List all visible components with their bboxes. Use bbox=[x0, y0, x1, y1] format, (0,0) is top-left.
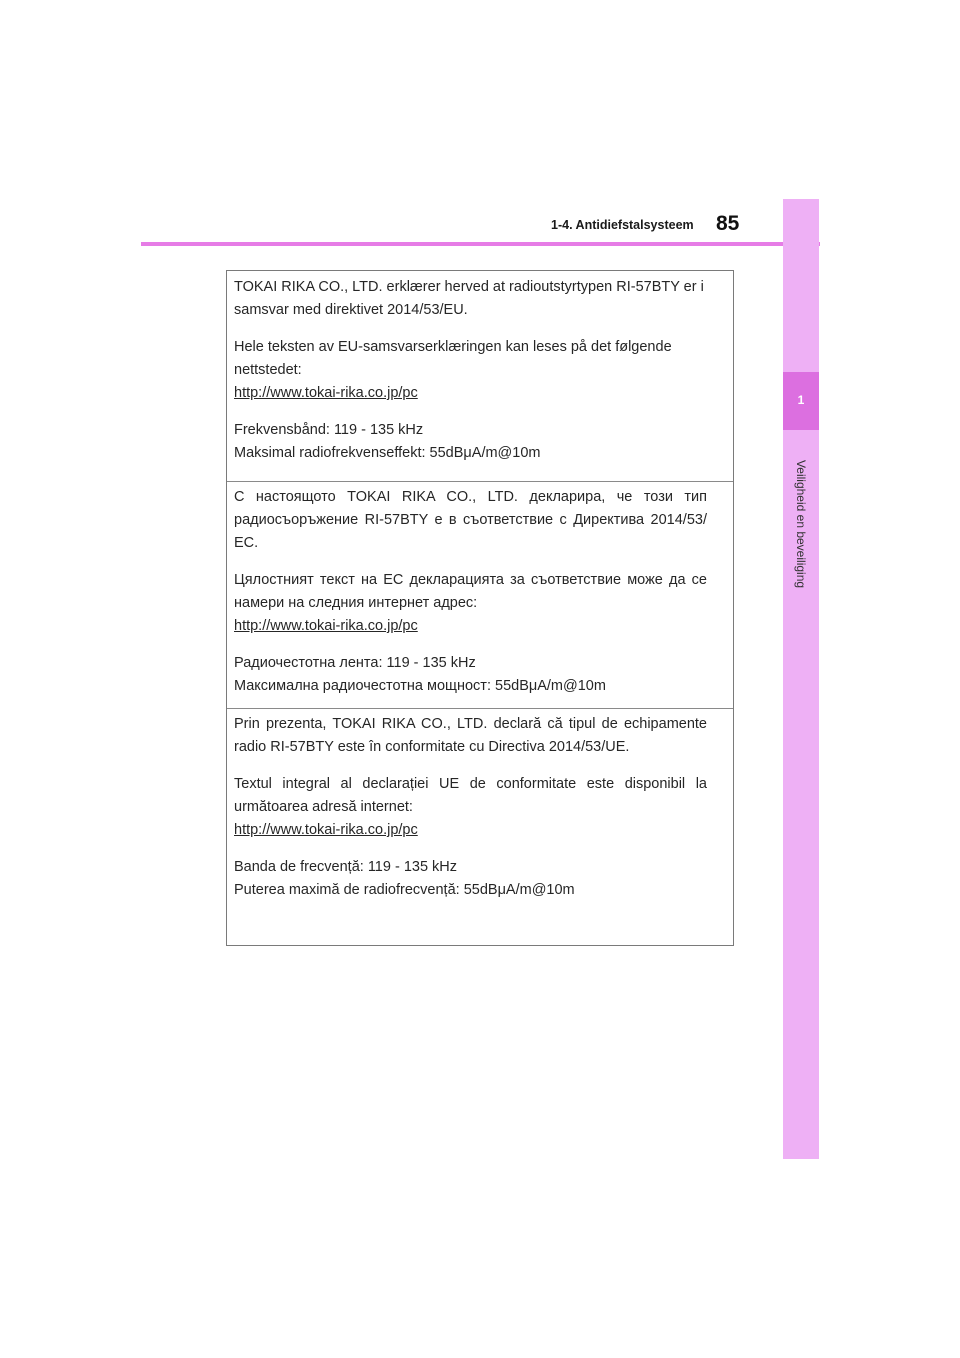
chapter-label: Veiligheid en beveiliging bbox=[794, 459, 808, 589]
declaration-url-link[interactable]: http://www.tokai-rika.co.jp/pc bbox=[234, 618, 418, 634]
declaration-bulgarian bbox=[227, 483, 733, 709]
declaration-power: Максимална радиочестотна мощност: 55dBμA/m@10m bbox=[234, 678, 606, 694]
section-title: 1-4. Antidiefstalsysteem bbox=[551, 218, 694, 232]
declaration-availability: Hele teksten av EU-samsvarserklæringen kan leses på det følgende nettstedet: bbox=[234, 339, 672, 378]
declaration-availability: Цялостният текст на ЕС декларацията за съответствие може да се намери на следния интернет адрес: bbox=[234, 572, 707, 611]
declaration-url-link[interactable]: http://www.tokai-rika.co.jp/pc bbox=[234, 822, 418, 838]
declaration-romanian bbox=[227, 710, 733, 944]
declaration-statement: С настоящото TOKAI RIKA CO., LTD. декларира, че този тип радиосъоръжение RI-57BTY е в съответствие с Директива 2014/53/ЕС. bbox=[234, 489, 707, 551]
declaration-frequency: Frekvensbånd: 119 - 135 kHz bbox=[234, 422, 424, 438]
declaration-url-link[interactable]: http://www.tokai-rika.co.jp/pc bbox=[234, 385, 418, 401]
declaration-norwegian bbox=[227, 272, 733, 482]
declaration-power: Maksimal radiofrekvenseffekt: 55dBμA/m@10m bbox=[234, 445, 541, 461]
chapter-number: 1 bbox=[797, 393, 805, 407]
page-number: 85 bbox=[716, 212, 740, 235]
header-rule bbox=[141, 242, 820, 246]
declaration-power: Puterea maximă de radiofrecvență: 55dBμA/m@10m bbox=[234, 882, 575, 898]
declaration-frequency: Радиочестотна лента: 119 - 135 kHz bbox=[234, 655, 476, 671]
chapter-side-tab[interactable] bbox=[783, 199, 819, 1159]
declaration-statement: Prin prezenta, TOKAI RIKA CO., LTD. declară că tipul de echipamente radio RI-57BTY este în conformitate cu Directiva 2014/53/UE. bbox=[234, 716, 707, 755]
declaration-statement: TOKAI RIKA CO., LTD. erklærer herved at radioutstyrtypen RI-57BTY er i samsvar med direktivet 2014/53/EU. bbox=[234, 279, 704, 318]
declaration-frequency: Banda de frecvență: 119 - 135 kHz bbox=[234, 859, 458, 875]
declaration-availability: Textul integral al declarației UE de conformitate este disponibil la următoarea adresă internet: bbox=[234, 776, 707, 815]
